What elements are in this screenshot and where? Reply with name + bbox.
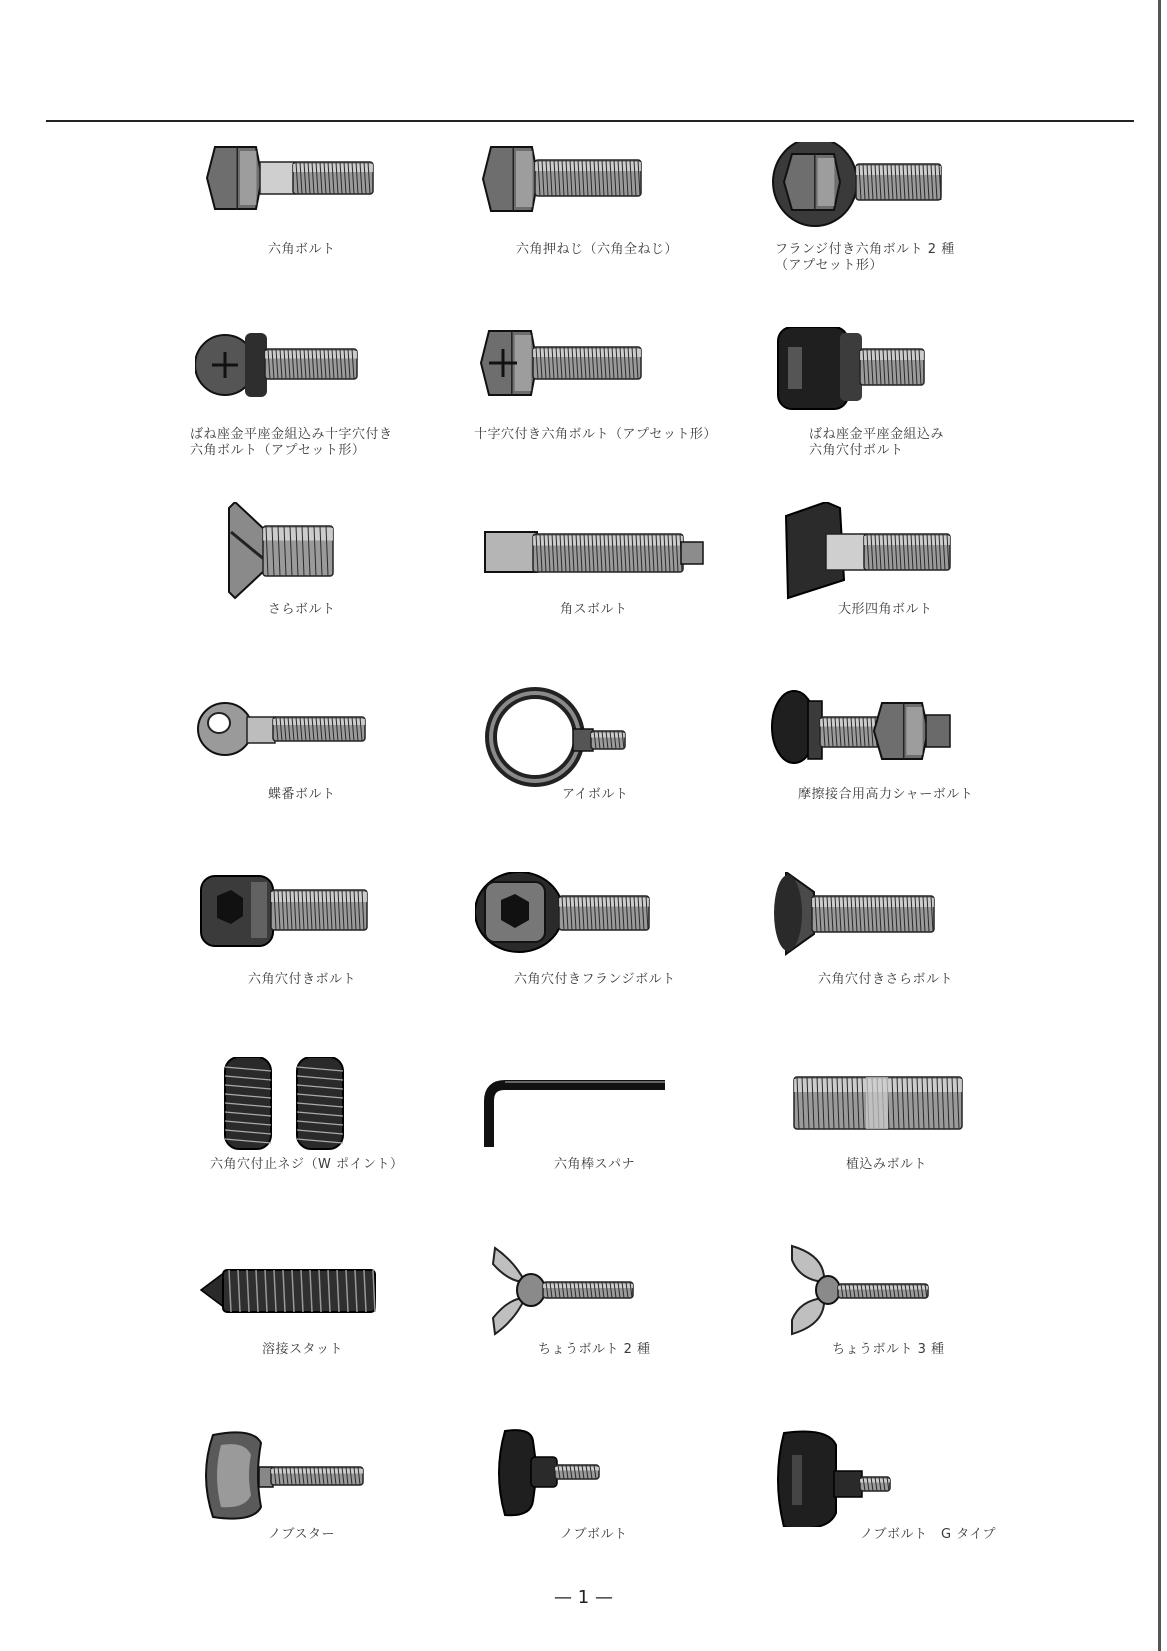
hinge-bolt-icon (195, 687, 485, 787)
countersunk-bolt-icon (195, 502, 485, 602)
wing-bolt-3-icon (770, 1242, 1060, 1342)
square-bolt-icon (475, 502, 765, 602)
catalog-item-label (798, 787, 973, 803)
knob-star-icon (195, 1427, 485, 1527)
label-line: 植込みボルト (846, 1157, 928, 1172)
label-line: 大形四角ボルト (838, 602, 933, 617)
friction-shear-bolt-icon (770, 687, 1060, 787)
catalog-item-wing-bolt-3 (770, 1242, 1060, 1417)
catalog-item-hex-key (475, 1057, 765, 1232)
catalog-item-label (516, 242, 678, 258)
catalog-item-label (268, 787, 336, 803)
spring-washer-cross-hex-bolt-icon (195, 327, 485, 427)
label-line: ばね座金平座金組込み (809, 427, 945, 442)
catalog-item-label (474, 427, 717, 443)
catalog-item-square-bolt (475, 502, 765, 677)
catalog-item-label (809, 427, 944, 459)
label-line: （アプセット形） (775, 258, 883, 273)
label-line: ノブボルト G タイプ (860, 1527, 997, 1542)
label-line: 角スボルト (560, 602, 628, 617)
catalog-item-label (560, 1527, 628, 1543)
stud-bolt-icon (770, 1057, 1060, 1157)
catalog-item-label (860, 1527, 996, 1543)
label-line: ノブスター (268, 1527, 335, 1542)
catalog-item-socket-countersunk-bolt (770, 872, 1060, 1047)
label-line: ちょうボルト 3 種 (832, 1342, 945, 1357)
catalog-item-label (554, 1157, 635, 1173)
label-line: 六角穴付きさらボルト (818, 972, 954, 987)
page-number: — 1 — (554, 1587, 613, 1608)
label-line: 六角穴付きフランジボルト (514, 972, 676, 987)
catalog-item-eye-bolt (475, 687, 765, 862)
socket-flange-bolt-icon (475, 872, 765, 972)
catalog-item-label (268, 602, 336, 618)
label-line: 六角穴付ボルト (809, 443, 904, 458)
catalog-item-label (560, 602, 628, 618)
catalog-item-flange-hex-bolt (770, 142, 1060, 317)
catalog-item-countersunk-bolt (195, 502, 485, 677)
catalog-item-spring-washer-socket-bolt (770, 327, 1060, 502)
catalog-item-label (514, 972, 676, 988)
catalog-item-socket-head-bolt (195, 872, 485, 1047)
catalog-item-label (190, 427, 393, 459)
catalog-item-label (838, 602, 933, 618)
label-line: 六角押ねじ（六角全ねじ） (516, 242, 679, 257)
catalog-item-cross-hex-bolt (475, 327, 765, 502)
hex-bolt-icon (195, 142, 485, 242)
label-line: 十字穴付き六角ボルト（アプセット形） (474, 427, 717, 442)
catalog-item-wing-bolt-2 (475, 1242, 765, 1417)
label-line: フランジ付き六角ボルト 2 種 (775, 242, 955, 257)
socket-countersunk-bolt-icon (770, 872, 1060, 972)
socket-set-screw-icon (195, 1057, 485, 1157)
knob-bolt-g-icon (770, 1427, 1060, 1527)
hex-set-screw-icon (475, 142, 765, 242)
label-line: アイボルト (562, 787, 629, 802)
eye-bolt-icon (475, 687, 765, 787)
catalog-item-label (562, 787, 628, 803)
catalog-item-hinge-bolt (195, 687, 485, 862)
knob-bolt-icon (475, 1427, 765, 1527)
weld-stud-icon (195, 1242, 485, 1342)
label-line: 六角穴付止ネジ（W ポイント） (210, 1157, 404, 1172)
label-line: ばね座金平座金組込み十字穴付き (190, 427, 393, 442)
flange-hex-bolt-icon (770, 142, 1060, 242)
catalog-item-hex-set-screw (475, 142, 765, 317)
catalog-item-label (846, 1157, 927, 1173)
catalog-item-label (262, 1342, 343, 1358)
label-line: 摩擦接合用高力シャーボルト (798, 787, 974, 802)
label-line: 六角穴付きボルト (248, 972, 357, 987)
catalog-item-label (248, 972, 356, 988)
catalog-item-knob-star (195, 1427, 485, 1602)
label-line: ちょうボルト 2 種 (538, 1342, 651, 1357)
label-line: 六角ボルト (268, 242, 336, 257)
catalog-item-knob-bolt-g (770, 1427, 1060, 1602)
catalog-item-label (818, 972, 953, 988)
catalog-item-spring-washer-cross-hex-bolt (190, 327, 485, 502)
label-line: 蝶番ボルト (268, 787, 336, 802)
catalog-item-label (832, 1342, 945, 1358)
catalog-item-weld-stud (195, 1242, 485, 1417)
label-line: 六角ボルト（アプセット形） (190, 443, 366, 458)
catalog-item-friction-shear-bolt (770, 687, 1060, 862)
large-square-head-bolt-icon (770, 502, 1060, 602)
catalog-item-label (268, 242, 336, 258)
spring-washer-socket-bolt-icon (770, 327, 1060, 427)
catalog-item-label (538, 1342, 651, 1358)
wing-bolt-2-icon (475, 1242, 765, 1342)
hex-key-icon (475, 1057, 765, 1157)
label-line: 六角棒スパナ (554, 1157, 636, 1172)
label-line: ノブボルト (560, 1527, 628, 1542)
label-line: さらボルト (268, 602, 336, 617)
catalog-item-hex-bolt (195, 142, 485, 317)
catalog-item-large-square-head-bolt (770, 502, 1060, 677)
catalog-item-stud-bolt (770, 1057, 1060, 1232)
socket-head-bolt-icon (195, 872, 485, 972)
catalog-item-socket-set-screw (195, 1057, 485, 1232)
catalog-item-label (268, 1527, 335, 1543)
cross-hex-bolt-icon (475, 327, 765, 427)
catalog-item-label (210, 1157, 404, 1173)
label-line: 溶接スタット (262, 1342, 344, 1357)
catalog-item-label (775, 242, 955, 274)
catalog-item-socket-flange-bolt (475, 872, 765, 1047)
catalog-item-knob-bolt (475, 1427, 765, 1602)
